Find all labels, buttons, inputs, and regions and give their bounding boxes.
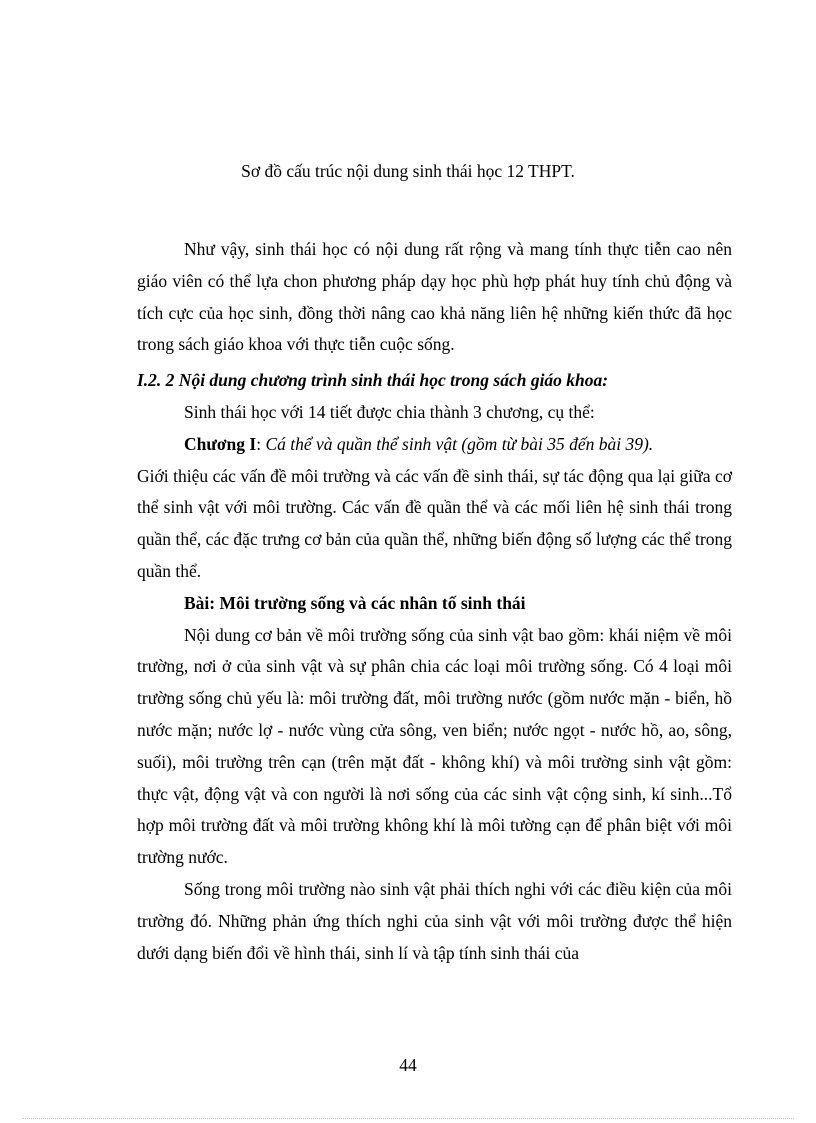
section-heading: I.2. 2 Nội dung chương trình sinh thái học trong sách giáo khoa: — [137, 370, 609, 390]
chapter-1-separator: : — [256, 433, 266, 454]
chapter-1-paragraph — [137, 429, 732, 461]
chapter-1-title: Cá thể và quần thể sinh vật (gồm từ bài 35 đến bài 39). — [265, 433, 654, 454]
figure-caption: Sơ đồ cấu trúc nội dung sinh thái học 12 THPT. — [241, 161, 575, 181]
lesson-paragraph-2: Sống trong môi trường nào sinh vật phải thích nghi với các điều kiện của môi trường đó. Những phản ứng thích nghi của sinh vật với môi trường được thể hiện dưới dạng biến đổi về hình thái, sinh lí và tập tính sinh thái của — [137, 878, 732, 963]
intro-block — [137, 234, 732, 361]
lesson-paragraph-1: Nội dung cơ bản về môi trường sống của sinh vật bao gồm: khái niệm về môi trường, nơi ở của sinh vật và sự phân chia các loại môi trường sống. Có 4 loại môi trường sống chủ yếu là: môi trường đất, môi trường nước (gồm nước mặn - biển, hồ nước mặn; nước lợ - nước vùng cửa sông, ven biển; nước ngọt - nước hồ, ao, sông, suối), môi trường trên cạn (trên mặt đất - không khí) và môi trường sinh vật gồm: thực vật, động vật và con người là nơi sống của các sinh vật cộng sinh, kí sinh...Tổ hợp môi trường đất và môi trường không khí là môi tường cạn để phân biệt với môi trường nước. — [137, 624, 732, 868]
content-block — [137, 397, 732, 969]
intro-paragraph: Như vậy, sinh thái học có nội dung rất rộng và mang tính thực tiễn cao nên giáo viên có thể lựa chon phương pháp dạy học phù hợp phát huy tính chủ động và tích cực của học sinh, đồng thời nâng cao khả năng liên hệ những kiến thức đã học trong sách giáo khoa với thực tiễn cuộc sống. — [137, 239, 732, 355]
overview-paragraph: Sinh thái học với 14 tiết được chia thành 3 chương, cụ thể: — [184, 402, 595, 422]
chapter-1-description: Giới thiệu các vấn đề môi trường và các vấn đề sinh thái, sự tác động qua lại giữa cơ thể sinh vật với môi trường. Các vấn đề quần thể và các mối liên hệ sinh thái trong quần thể, các đặc trưng cơ bản của quần thể, những biến động số lượng các thể trong quần thể. — [137, 465, 732, 581]
chapter-1-label: Chương I — [184, 433, 257, 454]
page-number: 44 — [399, 1055, 417, 1075]
lesson-title: Bài: Môi trường sống và các nhân tố sinh thái — [184, 592, 526, 613]
page-bottom-divider — [22, 1118, 794, 1119]
